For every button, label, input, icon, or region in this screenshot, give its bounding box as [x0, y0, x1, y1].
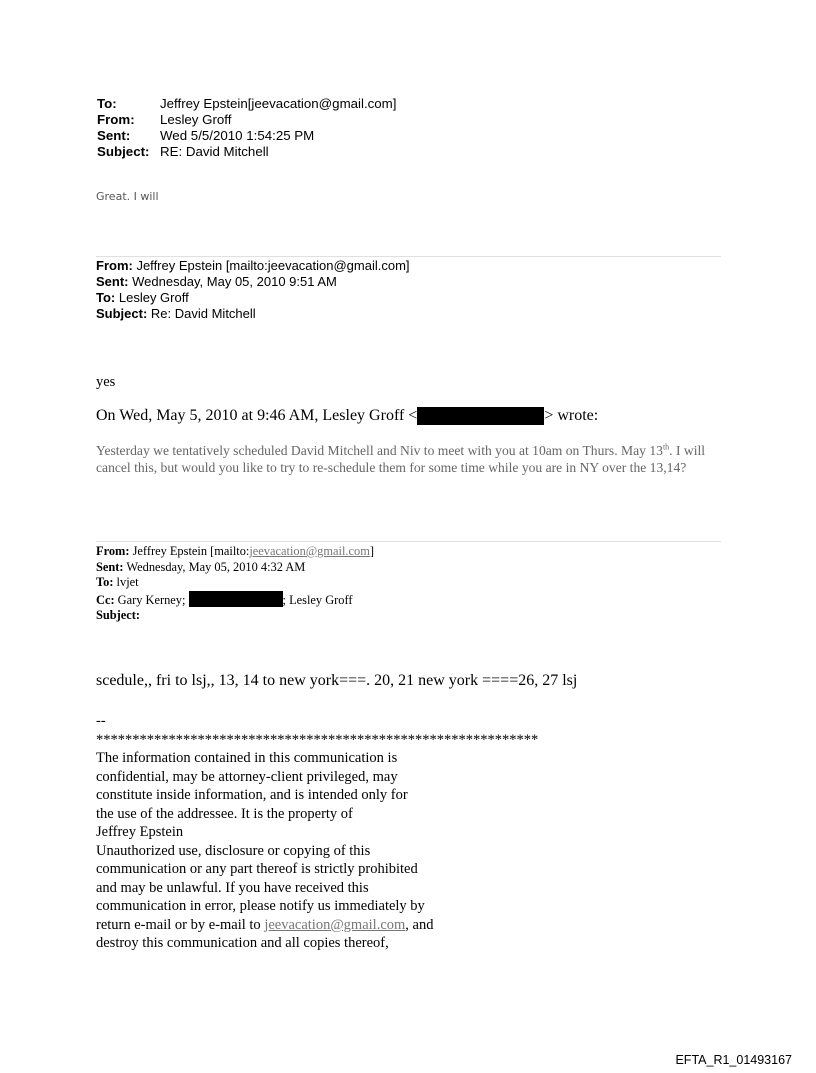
q1-to-value: Lesley Groff [115, 290, 189, 305]
subject-value: RE: David Mitchell [160, 144, 269, 159]
document-id: EFTA_R1_01493167 [675, 1053, 792, 1067]
q1-subject-label: Subject: [96, 306, 148, 321]
quoted-body [96, 443, 716, 476]
q2-sent-label: Sent: [96, 559, 124, 574]
to-row [97, 96, 396, 112]
signature-last-prefix: return e-mail or by e-mail to [96, 916, 265, 933]
signature-line: constitute inside information, and is intended only for [96, 787, 408, 803]
sent-row [97, 128, 396, 144]
subject-label: Subject: [97, 144, 150, 159]
wrote-prefix: On Wed, May 5, 2010 at 9:46 AM, Lesley Groff < [96, 407, 418, 424]
from-label: From: [97, 112, 135, 127]
signature-block [96, 712, 538, 953]
signature-line: Unauthorized use, disclosure or copying of this [96, 842, 371, 859]
q2-sent-value: Wednesday, May 05, 2010 4:32 AM [123, 559, 306, 574]
subject-row [97, 144, 396, 160]
redaction-box [417, 407, 544, 425]
signature-line: confidential, may be attorney-client privileged, may [96, 768, 398, 785]
q2-cc-suffix: ; Lesley Groff [282, 592, 353, 607]
q2-cc-label: Cc: [96, 592, 115, 607]
to-label: To: [97, 96, 117, 111]
q1-to-label: To: [96, 290, 116, 305]
signature-line: Jeffrey Epstein [96, 824, 184, 840]
signature-line: the use of the addressee. It is the property of [96, 805, 353, 822]
quoted-body-part1: Yesterday we tentatively scheduled David Mitchell and Niv to meet with you at 10am on Thurs. May 13 [96, 443, 663, 458]
quoted-header-2 [96, 544, 374, 624]
schedule-text: scedule,, fri to lsj,, 13, 14 to new york===. 20, 21 new york ====26, 27 lsj [96, 672, 578, 689]
q2-to-value: lvjet [113, 575, 139, 589]
signature-dashes: -- [96, 713, 106, 729]
redaction-box [189, 591, 283, 607]
signature-line: communication in error, please notify us immediately by [96, 898, 425, 914]
q1-from-value: Jeffrey Epstein [mailto:jeevacation@gmail.com] [132, 258, 410, 273]
sent-value: Wed 5/5/2010 1:54:25 PM [160, 128, 315, 143]
signature-line: communication or any part thereof is strictly prohibited [96, 861, 418, 877]
q2-from-link[interactable]: jeevacation@gmail.com [249, 544, 370, 558]
quoted-header-1 [96, 258, 410, 322]
to-value: Jeffrey Epstein[jeevacation@gmail.com] [160, 96, 397, 111]
signature-line [96, 916, 538, 935]
q1-sent-value: Wednesday, May 05, 2010 9:51 AM [128, 274, 337, 289]
signature-stars: ************************************************************* [96, 731, 539, 748]
wrote-line [96, 407, 598, 425]
divider [96, 541, 721, 542]
q2-from-suffix: ] [369, 544, 374, 558]
divider [96, 256, 721, 257]
q1-sent-label: Sent: [96, 274, 129, 289]
q2-cc-prefix: Gary Kerney; [114, 592, 189, 607]
quoted-body-part2: . I will cancel this, but would you like to try to re-schedule them for some time while you are in NY over the 13,14? [96, 443, 706, 475]
signature-final-line: destroy this communication and all copies thereof, [96, 935, 389, 951]
from-row [97, 112, 396, 128]
sent-label: Sent: [97, 128, 131, 143]
email-header [97, 96, 396, 160]
q2-to-label: To: [96, 575, 114, 589]
signature-line: and may be unlawful. If you have received this [96, 879, 369, 896]
quoted-body-sup: th [662, 442, 670, 452]
reply-body: Great. I will [96, 190, 159, 203]
signature-last-suffix: , and [405, 916, 434, 933]
yes-text: yes [96, 374, 116, 390]
q1-subject-value: Re: David Mitchell [147, 306, 256, 321]
signature-line: The information contained in this communication is [96, 750, 398, 766]
q2-subject-label: Subject: [96, 608, 141, 622]
from-value: Lesley Groff [160, 112, 232, 127]
signature-email-link[interactable]: jeevacation@gmail.com [264, 916, 406, 933]
q2-from-label: From: [96, 544, 130, 558]
wrote-suffix: > wrote: [544, 407, 599, 424]
q2-from-prefix: Jeffrey Epstein [mailto: [129, 544, 250, 558]
q1-from-label: From: [96, 258, 133, 273]
